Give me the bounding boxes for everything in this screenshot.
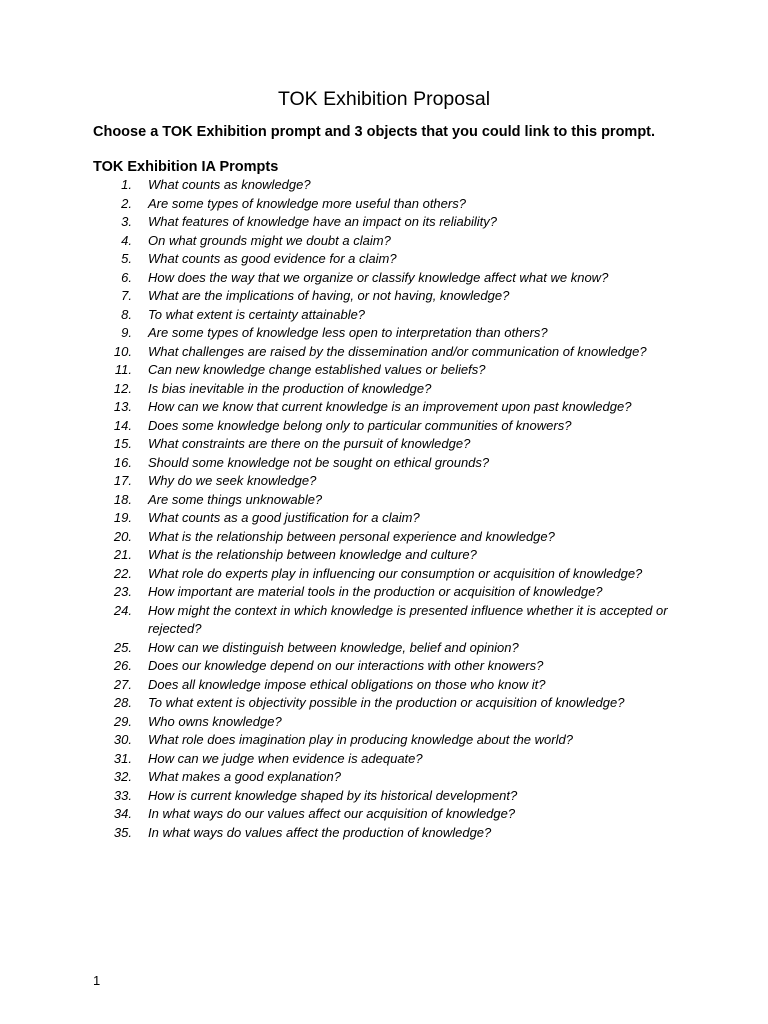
list-item — [0, 824, 768, 843]
list-item — [0, 250, 768, 269]
list-item-text: What counts as knowledge? — [148, 177, 311, 192]
list-item — [0, 435, 768, 454]
list-item-number: 19. — [113, 510, 132, 525]
list-item-number: 15. — [113, 436, 132, 451]
list-item-number: 33. — [113, 787, 132, 803]
list-item-text: How does the way that we organize or classify knowledge affect what we know? — [148, 269, 609, 285]
list-item-text: How can we distinguish between knowledge, belief and opinion? — [148, 639, 519, 655]
list-item-number: 5. — [121, 251, 132, 266]
list-item-text: What challenges are raised by the dissemination and/or communication of knowledge? — [148, 343, 647, 359]
list-item-text: What role do experts play in influencing our consumption or acquisition of knowledge? — [148, 565, 643, 581]
list-item — [0, 343, 768, 362]
list-item-number: 34. — [113, 806, 132, 821]
list-item — [0, 731, 768, 750]
page-number: 1 — [93, 973, 101, 988]
list-item — [0, 676, 768, 695]
list-item — [0, 454, 768, 473]
list-item-text: What makes a good explanation? — [148, 769, 341, 784]
list-item — [0, 269, 768, 288]
list-item-text: Is bias inevitable in the production of knowledge? — [148, 380, 432, 396]
list-item-number: 24. — [113, 602, 132, 618]
list-item-text: How can we judge when evidence is adequate? — [148, 750, 423, 766]
list-item-text: What is the relationship between personal experience and knowledge? — [148, 528, 555, 544]
list-item-number: 2. — [121, 195, 132, 211]
list-item-number: 27. — [113, 676, 132, 692]
list-item-text: To what extent is objectivity possible in the production or acquisition of knowledge? — [148, 695, 625, 710]
list-item — [0, 361, 768, 380]
instruction-text: Choose a TOK Exhibition prompt and 3 objects that you could link to this prompt. — [93, 124, 656, 140]
list-item-text: Does some knowledge belong only to particular communities of knowers? — [148, 417, 572, 433]
list-item-text: In what ways do values affect the production of knowledge? — [148, 824, 492, 840]
list-item-text: Does our knowledge depend on our interactions with other knowers? — [148, 658, 544, 673]
list-item-number: 9. — [121, 325, 132, 340]
list-item-text: How can we know that current knowledge is an improvement upon past knowledge? — [148, 399, 632, 414]
list-item-number: 31. — [113, 750, 132, 766]
list-item — [0, 306, 768, 325]
list-item-number: 18. — [113, 491, 132, 507]
list-item — [0, 657, 768, 676]
list-item-number: 1. — [121, 177, 132, 192]
list-item — [0, 195, 768, 214]
list-item-text: What counts as good evidence for a claim? — [148, 251, 397, 266]
list-item-text: Are some types of knowledge less open to interpretation than others? — [148, 325, 548, 340]
list-item-number: 13. — [113, 399, 132, 414]
list-item — [0, 324, 768, 343]
list-item-number: 21. — [113, 547, 132, 562]
list-item-text: How might the context in which knowledge is presented influence whether it is accepted or rejected? — [148, 602, 668, 636]
list-item-number: 29. — [113, 713, 132, 729]
list-item-text: Why do we seek knowledge? — [148, 473, 317, 488]
list-item-number: 35. — [113, 824, 132, 840]
list-item — [0, 713, 768, 732]
list-item — [0, 528, 768, 547]
list-item — [0, 380, 768, 399]
list-item-number: 3. — [121, 214, 132, 229]
list-item-text: Who owns knowledge? — [148, 713, 282, 729]
list-item-text: Does all knowledge impose ethical obligations on those who know it? — [148, 676, 546, 692]
list-item — [0, 232, 768, 251]
list-item-number: 32. — [113, 769, 132, 784]
list-item-text: What counts as a good justification for a claim? — [148, 510, 420, 525]
list-item — [0, 787, 768, 806]
list-item — [0, 565, 768, 584]
list-item-number: 10. — [113, 343, 132, 359]
list-item — [0, 602, 768, 639]
list-item-text: Should some knowledge not be sought on ethical grounds? — [148, 454, 490, 470]
list-item-text: To what extent is certainty attainable? — [148, 306, 366, 322]
list-item-number: 25. — [113, 639, 132, 655]
list-item-text: In what ways do our values affect our acquisition of knowledge? — [148, 806, 516, 821]
list-item — [0, 509, 768, 528]
list-item-text: What role does imagination play in producing knowledge about the world? — [148, 732, 573, 747]
list-item-number: 30. — [113, 732, 132, 747]
list-item-text: What features of knowledge have an impact on its reliability? — [148, 214, 498, 229]
list-item-text: Can new knowledge change established values or beliefs? — [148, 362, 486, 377]
list-item-text: On what grounds might we doubt a claim? — [148, 232, 391, 248]
list-item — [0, 546, 768, 565]
list-item-text: What are the implications of having, or not having, knowledge? — [148, 288, 510, 303]
list-item-number: 22. — [113, 565, 132, 581]
list-item-number: 6. — [121, 269, 132, 285]
list-item-number: 14. — [113, 417, 132, 433]
list-item-text: What constraints are there on the pursuit of knowledge? — [148, 436, 471, 451]
prompt-list — [0, 176, 768, 842]
list-item-number: 12. — [113, 380, 132, 396]
list-item — [0, 287, 768, 306]
list-item-text: Are some types of knowledge more useful than others? — [148, 195, 466, 211]
list-item — [0, 768, 768, 787]
prompts-heading: TOK Exhibition IA Prompts — [93, 159, 279, 175]
list-item — [0, 213, 768, 232]
list-item-number: 23. — [113, 584, 132, 599]
list-item-text: How is current knowledge shaped by its historical development? — [148, 787, 518, 803]
list-item — [0, 176, 768, 195]
list-item — [0, 417, 768, 436]
list-item-number: 20. — [113, 528, 132, 544]
list-item-number: 26. — [113, 658, 132, 673]
list-item — [0, 491, 768, 510]
list-item — [0, 694, 768, 713]
list-item — [0, 472, 768, 491]
list-item — [0, 805, 768, 824]
list-item-number: 4. — [121, 232, 132, 248]
list-item — [0, 639, 768, 658]
list-item-number: 16. — [113, 454, 132, 470]
list-item — [0, 750, 768, 769]
list-item-number: 28. — [113, 695, 132, 710]
list-item-text: How important are material tools in the production or acquisition of knowledge? — [148, 584, 603, 599]
list-item — [0, 398, 768, 417]
list-item-text: Are some things unknowable? — [148, 491, 323, 507]
list-item — [0, 583, 768, 602]
list-item-number: 8. — [121, 306, 132, 322]
list-item-number: 7. — [121, 288, 132, 303]
list-item-number: 11. — [114, 362, 132, 377]
page-title: TOK Exhibition Proposal — [277, 88, 491, 110]
list-item-text: What is the relationship between knowledge and culture? — [148, 547, 477, 562]
list-item-number: 17. — [113, 473, 132, 488]
